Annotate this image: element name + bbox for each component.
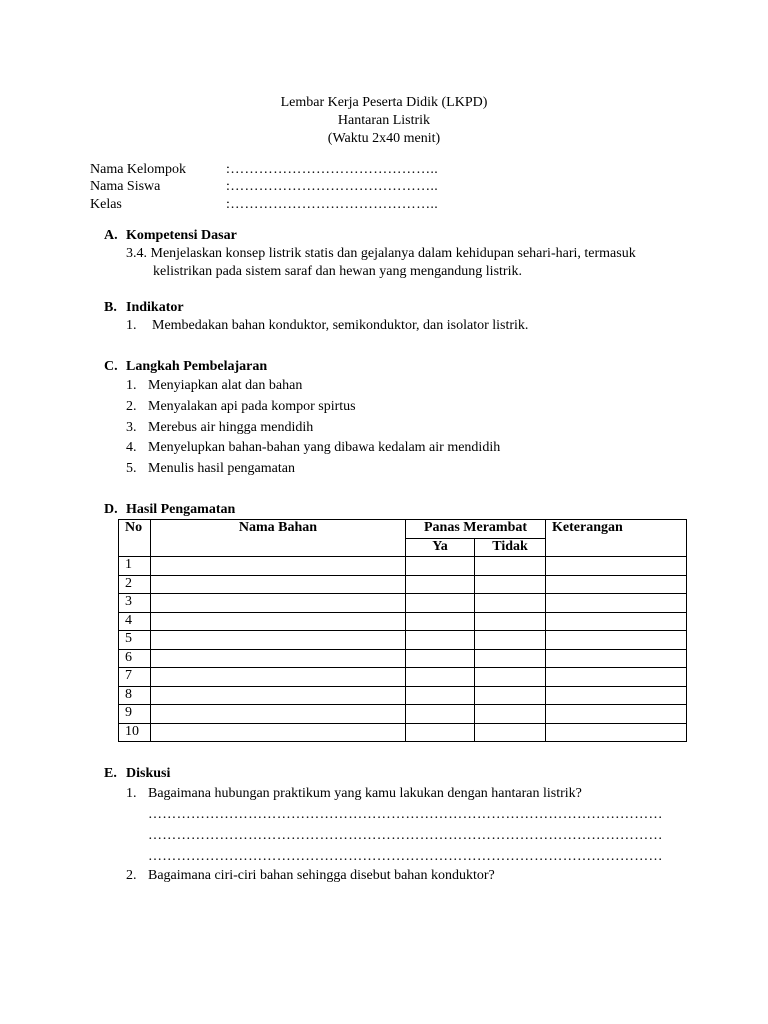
column-header-yes: Ya	[406, 538, 475, 557]
table-row	[119, 594, 687, 613]
table-row	[119, 686, 687, 705]
group-name-label: Nama Kelompok	[90, 162, 187, 177]
yes-cell[interactable]	[406, 649, 475, 668]
material-cell[interactable]	[151, 557, 406, 576]
step-number: 3.	[126, 420, 137, 435]
indicator-text: Membedakan bahan konduktor, semikonduktor, dan isolator listrik.	[152, 318, 529, 333]
section-d-letter: D.	[104, 502, 118, 517]
material-cell[interactable]	[151, 575, 406, 594]
row-number: 2	[119, 575, 151, 594]
table-row	[119, 649, 687, 668]
document-title: Lembar Kerja Peserta Didik (LKPD)	[280, 95, 488, 110]
question-2-text: Bagaimana ciri-ciri bahan sehingga disebut bahan konduktor?	[148, 868, 495, 883]
competency-line-1: 3.4. Menjelaskan konsep listrik statis dan gejalanya dalam kehidupan sehari-hari, termasuk	[126, 246, 636, 261]
material-cell[interactable]	[151, 594, 406, 613]
note-cell[interactable]	[546, 557, 687, 576]
table-row	[119, 612, 687, 631]
yes-cell[interactable]	[406, 594, 475, 613]
yes-cell[interactable]	[406, 557, 475, 576]
column-header-no-heat: Tidak	[475, 538, 546, 557]
row-number: 7	[119, 668, 151, 687]
column-header-no: No	[119, 520, 151, 557]
row-number: 8	[119, 686, 151, 705]
question-2-number: 2.	[126, 868, 137, 883]
no-cell[interactable]	[475, 705, 546, 724]
answer-line-1[interactable]: ………………………………………………………………………………………………	[148, 807, 663, 822]
material-cell[interactable]	[151, 723, 406, 742]
answer-line-3[interactable]: ………………………………………………………………………………………………	[148, 849, 663, 864]
step-number: 2.	[126, 399, 137, 414]
material-cell[interactable]	[151, 705, 406, 724]
row-number: 6	[119, 649, 151, 668]
table-row	[119, 723, 687, 742]
material-cell[interactable]	[151, 631, 406, 650]
note-cell[interactable]	[546, 575, 687, 594]
section-e-title: Diskusi	[126, 766, 171, 781]
material-cell[interactable]	[151, 686, 406, 705]
document-topic: Hantaran Listrik	[337, 113, 431, 128]
yes-cell[interactable]	[406, 705, 475, 724]
column-header-material: Nama Bahan	[151, 520, 406, 557]
yes-cell[interactable]	[406, 575, 475, 594]
no-cell[interactable]	[475, 686, 546, 705]
yes-cell[interactable]	[406, 686, 475, 705]
no-cell[interactable]	[475, 612, 546, 631]
no-cell[interactable]	[475, 631, 546, 650]
row-number: 1	[119, 557, 151, 576]
section-e-letter: E.	[104, 766, 117, 781]
row-number: 3	[119, 594, 151, 613]
note-cell[interactable]	[546, 612, 687, 631]
step-text: Menyalakan api pada kompor spirtus	[148, 399, 356, 414]
no-cell[interactable]	[475, 649, 546, 668]
student-name-label: Nama Siswa	[90, 179, 161, 194]
row-number: 4	[119, 612, 151, 631]
no-cell[interactable]	[475, 594, 546, 613]
note-cell[interactable]	[546, 631, 687, 650]
no-cell[interactable]	[475, 575, 546, 594]
step-text: Merebus air hingga mendidih	[148, 420, 314, 435]
competency-line-2: kelistrikan pada sistem saraf dan hewan yang mengandung listrik.	[153, 264, 522, 279]
no-cell[interactable]	[475, 557, 546, 576]
answer-line-2[interactable]: ………………………………………………………………………………………………	[148, 828, 663, 843]
note-cell[interactable]	[546, 668, 687, 687]
step-number: 4.	[126, 440, 137, 455]
row-number: 5	[119, 631, 151, 650]
note-cell[interactable]	[546, 594, 687, 613]
step-text: Menyiapkan alat dan bahan	[148, 378, 303, 393]
question-1-text: Bagaimana hubungan praktikum yang kamu lakukan dengan hantaran listrik?	[148, 786, 582, 801]
step-text: Menyelupkan bahan-bahan yang dibawa kedalam air mendidih	[148, 440, 501, 455]
class-field[interactable]: :……………………………………..	[226, 197, 438, 212]
row-number: 10	[119, 723, 151, 742]
row-number: 9	[119, 705, 151, 724]
material-cell[interactable]	[151, 612, 406, 631]
observation-table	[118, 519, 687, 742]
step-number: 5.	[126, 461, 137, 476]
table-row	[119, 575, 687, 594]
column-header-heat-conduction: Panas Merambat	[406, 520, 546, 539]
student-name-field[interactable]: :……………………………………..	[226, 179, 438, 194]
table-row	[119, 631, 687, 650]
material-cell[interactable]	[151, 668, 406, 687]
table-row	[119, 668, 687, 687]
section-a-letter: A.	[104, 228, 118, 243]
no-cell[interactable]	[475, 668, 546, 687]
document-time: (Waktu 2x40 menit)	[327, 131, 441, 146]
yes-cell[interactable]	[406, 612, 475, 631]
material-cell[interactable]	[151, 649, 406, 668]
question-1-number: 1.	[126, 786, 137, 801]
yes-cell[interactable]	[406, 723, 475, 742]
section-b-title: Indikator	[126, 300, 184, 315]
no-cell[interactable]	[475, 723, 546, 742]
section-b-letter: B.	[104, 300, 117, 315]
section-c-letter: C.	[104, 359, 118, 374]
section-c-title: Langkah Pembelajaran	[126, 359, 268, 374]
column-header-note: Keterangan	[546, 520, 687, 557]
group-name-field[interactable]: :……………………………………..	[226, 162, 438, 177]
note-cell[interactable]	[546, 649, 687, 668]
table-row	[119, 557, 687, 576]
table-row	[119, 705, 687, 724]
note-cell[interactable]	[546, 723, 687, 742]
section-d-title: Hasil Pengamatan	[126, 502, 236, 517]
note-cell[interactable]	[546, 686, 687, 705]
indicator-number: 1.	[126, 318, 137, 333]
section-a-title: Kompetensi Dasar	[126, 228, 237, 243]
note-cell[interactable]	[546, 705, 687, 724]
step-number: 1.	[126, 378, 137, 393]
yes-cell[interactable]	[406, 631, 475, 650]
class-label: Kelas	[90, 197, 122, 212]
table-header-row	[119, 520, 687, 539]
yes-cell[interactable]	[406, 668, 475, 687]
step-text: Menulis hasil pengamatan	[148, 461, 295, 476]
